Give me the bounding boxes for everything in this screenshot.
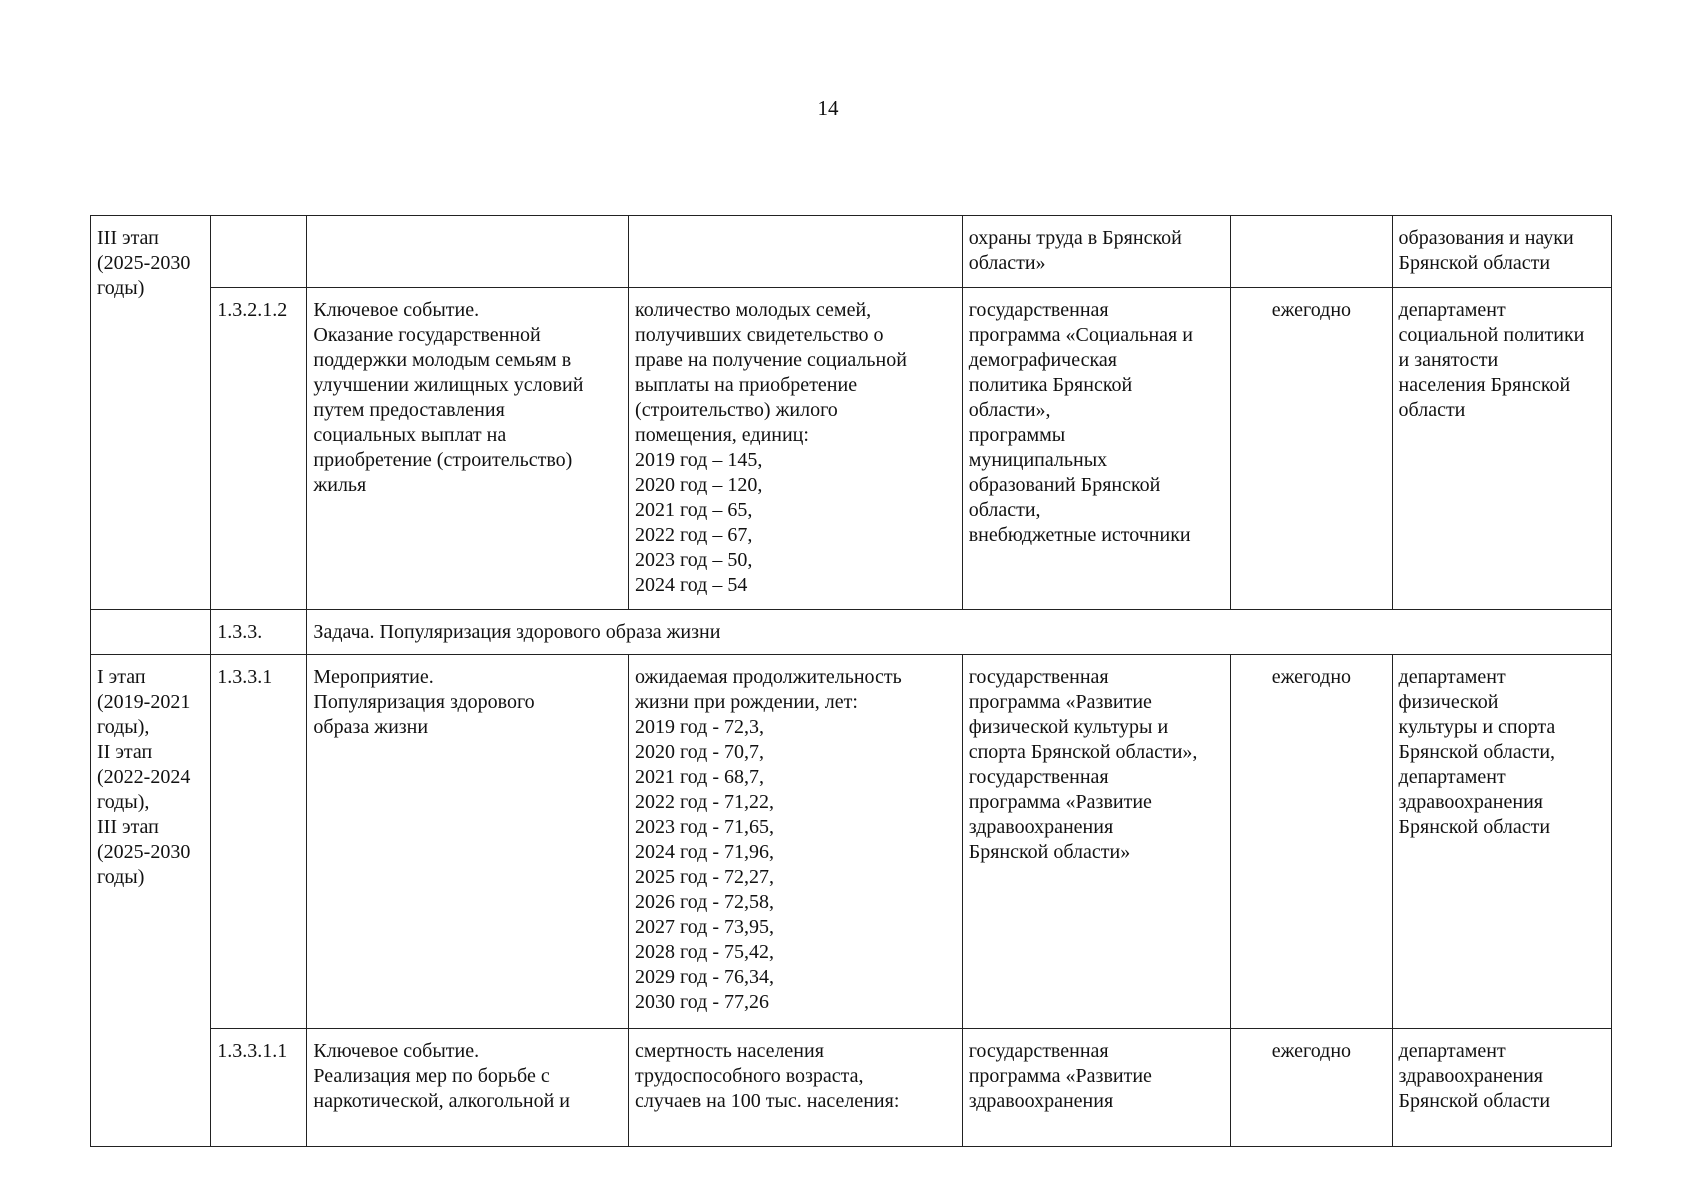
source-cell: государственная программа «Социальная и демографическая политика Брянской области», программы муниципальных образований Брянской области, внебюджетные источники: [962, 288, 1231, 610]
term-cell: ежегодно: [1231, 1029, 1392, 1147]
name-cell: [307, 216, 629, 288]
stage-cell: III этап (2025-2030 годы): [91, 216, 211, 610]
term-cell: ежегодно: [1231, 288, 1392, 610]
number-cell: 1.3.2.1.2: [211, 288, 307, 610]
indicator-cell: смертность населения трудоспособного возраста, случаев на 100 тыс. населения:: [629, 1029, 963, 1147]
stage-cell: I этап (2019-2021 годы), II этап (2022-2024 годы), III этап (2025-2030 годы): [91, 655, 211, 1147]
plan-table: [90, 215, 1612, 1147]
indicator-cell: [629, 216, 963, 288]
number-cell: 1.3.3.1: [211, 655, 307, 1029]
term-cell: ежегодно: [1231, 655, 1392, 1029]
executor-cell: департамент социальной политики и занятости населения Брянской области: [1392, 288, 1611, 610]
page-number: 14: [817, 96, 839, 120]
number-cell: 1.3.3.: [211, 610, 307, 655]
table-row: [91, 216, 1612, 288]
table-row: [91, 655, 1612, 1029]
name-cell: Ключевое событие. Реализация мер по борьбе с наркотической, алкогольной и: [307, 1029, 629, 1147]
source-cell: государственная программа «Развитие здравоохранения: [962, 1029, 1231, 1147]
stage-cell: [91, 610, 211, 655]
table-row: [91, 288, 1612, 610]
indicator-cell: количество молодых семей, получивших свидетельство о праве на получение социальной выплаты на приобретение (строительство) жилого помещения, единиц: 2019 год – 145, 2020 год – 120, 2021 год – 65, 2022 год – 67, 2023 год – 50, 2024 год – 54: [629, 288, 963, 610]
term-cell: [1231, 216, 1392, 288]
name-cell: Мероприятие. Популяризация здорового образа жизни: [307, 655, 629, 1029]
source-cell: охраны труда в Брянской области»: [962, 216, 1231, 288]
task-cell: Задача. Популяризация здорового образа жизни: [307, 610, 1612, 655]
source-cell: государственная программа «Развитие физической культуры и спорта Брянской области», государственная программа «Развитие здравоохранения Брянской области»: [962, 655, 1231, 1029]
number-cell: [211, 216, 307, 288]
executor-cell: департамент здравоохранения Брянской области: [1392, 1029, 1611, 1147]
number-cell: 1.3.3.1.1: [211, 1029, 307, 1147]
executor-cell: департамент физической культуры и спорта Брянской области, департамент здравоохранения Брянской области: [1392, 655, 1611, 1029]
executor-cell: образования и науки Брянской области: [1392, 216, 1611, 288]
name-cell: Ключевое событие. Оказание государственной поддержки молодым семьям в улучшении жилищных условий путем предоставления социальных выплат на приобретение (строительство) жилья: [307, 288, 629, 610]
task-row: [91, 610, 1612, 655]
indicator-cell: ожидаемая продолжительность жизни при рождении, лет: 2019 год - 72,3, 2020 год - 70,7, 2021 год - 68,7, 2022 год - 71,22, 2023 год - 71,65, 2024 год - 71,96, 2025 год - 72,27, 2026 год - 72,58, 2027 год - 73,95, 2028 год - 75,42, 2029 год - 76,34, 2030 год - 77,26: [629, 655, 963, 1029]
table-row: [91, 1029, 1612, 1147]
